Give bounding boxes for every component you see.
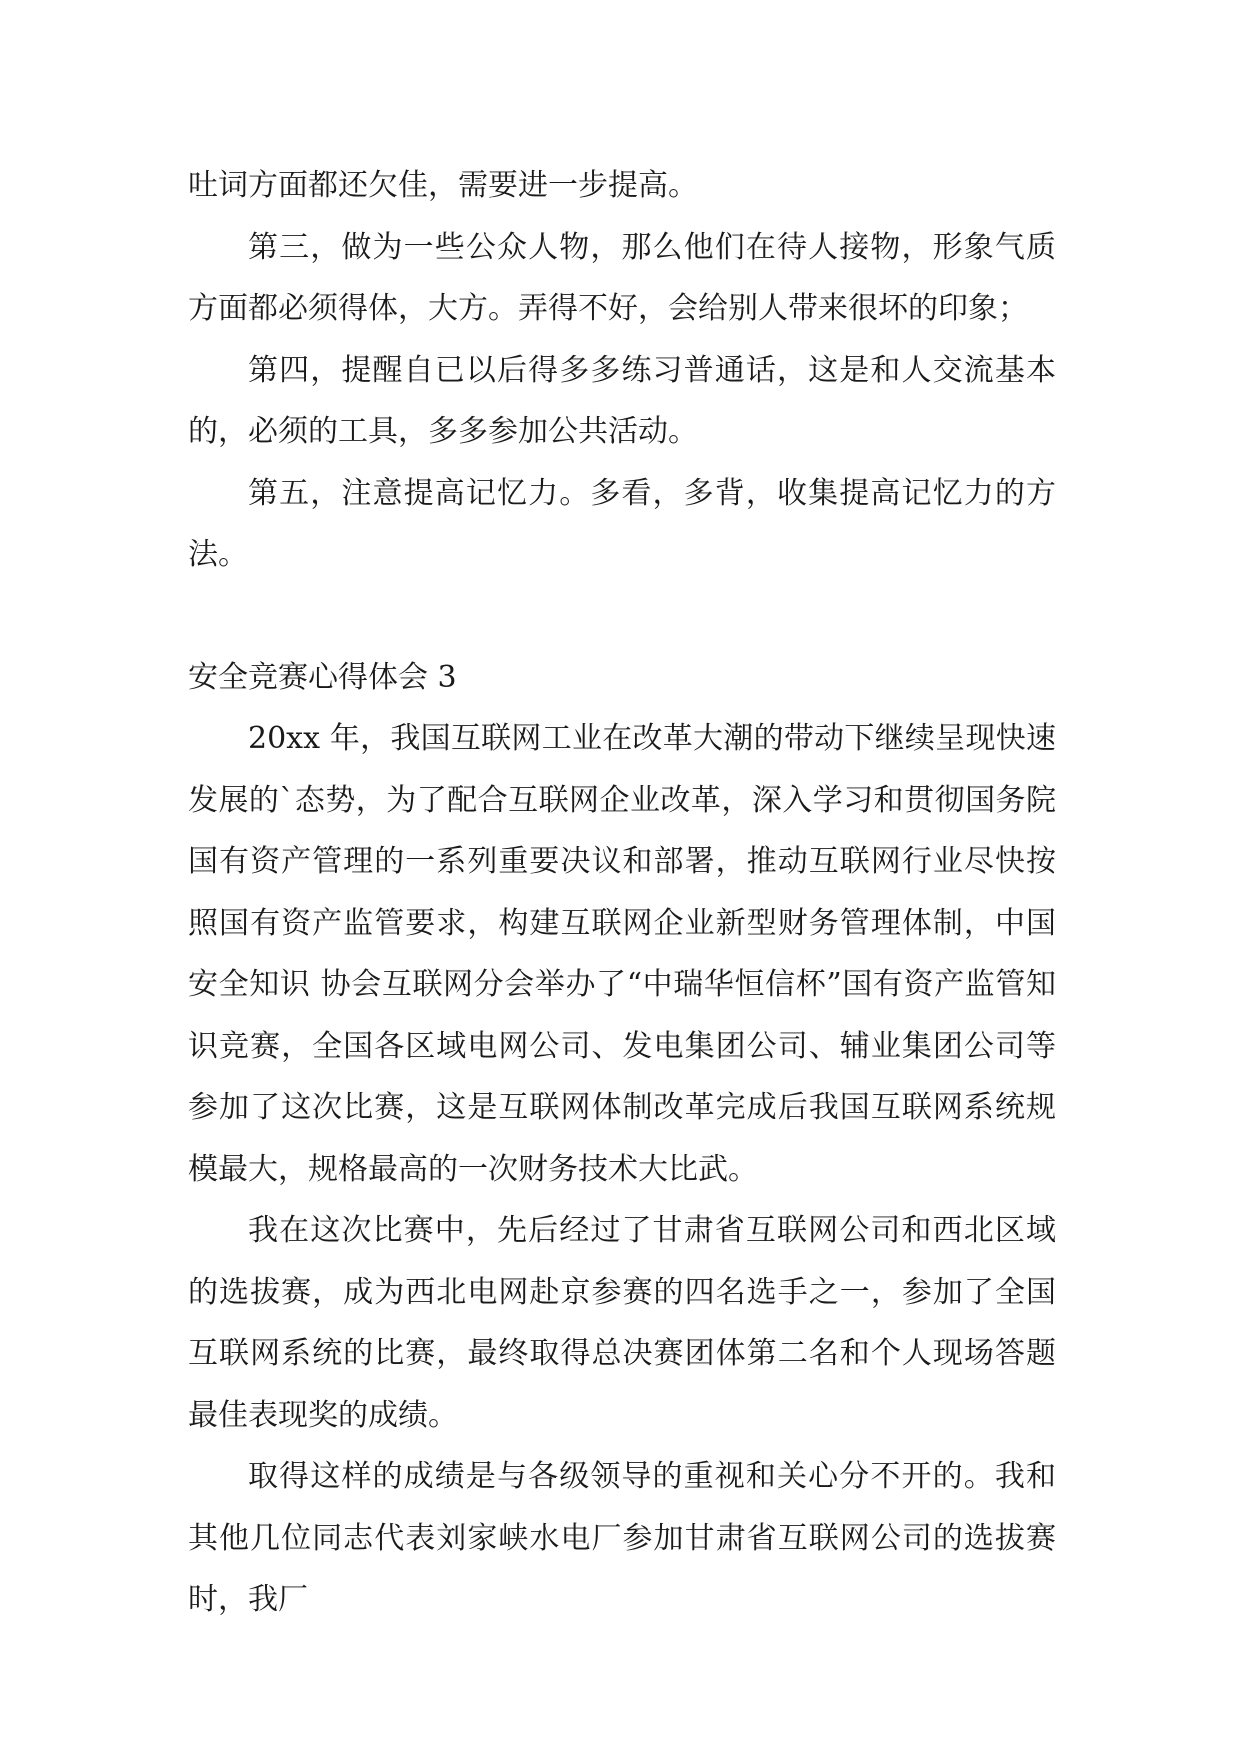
paragraph-point-four: 第四，提醒自已以后得多多练习普通话，这是和人交流基本的，必须的工具，多多参加公共活动。 [188,352,1056,449]
paragraph-competition-result: 我在这次比赛中，先后经过了甘肃省互联网公司和西北区域的选拔赛，成为西北电网赴京参赛的四名选手之一，参加了全国互联网系统的比赛，最终取得总决赛团体第二名和个人现场答题最佳表现奖的成绩。 [188,1213,1056,1433]
paragraph-point-three: 第三，做为一些公众人物，那么他们在待人接物，形象气质方面都必须得体，大方。弄得不好，会给别人带来很坏的印象； [188,229,1056,326]
paragraph-acknowledgement: 取得这样的成绩是与各级领导的重视和关心分不开的。我和其他几位同志代表刘家峡水电厂参加甘肃省互联网公司的选拔赛时，我厂 [188,1459,1056,1617]
paragraph-continuation: 吐词方面都还欠佳，需要进一步提高。 [188,168,698,203]
paragraph-point-five: 第五，注意提高记忆力。多看，多背，收集提高记忆力的方法。 [188,475,1056,572]
section-title: 安全竞赛心得体会 3 [188,659,457,695]
document-body [188,155,1056,1631]
paragraph-competition-intro: 20xx 年，我国互联网工业在改革大潮的带动下继续呈现快速发展的`态势，为了配合互联网企业改革，深入学习和贯彻国务院国有资产管理的一系列重要决议和部署，推动互联网行业尽快按照国有资产监管要求，构建互联网企业新型财务管理体制，中国 安全知识 协会互联网分会举办了“中瑞华恒信杯”国有资产监管知识竞赛，全国各区域电网公司、发电集团公司、辅业集团公司等参加了这次比赛，这是互联网体制改革完成后我国互联网系统规模最大，规格最高的一次财务技术大比武。 [188,721,1056,1187]
